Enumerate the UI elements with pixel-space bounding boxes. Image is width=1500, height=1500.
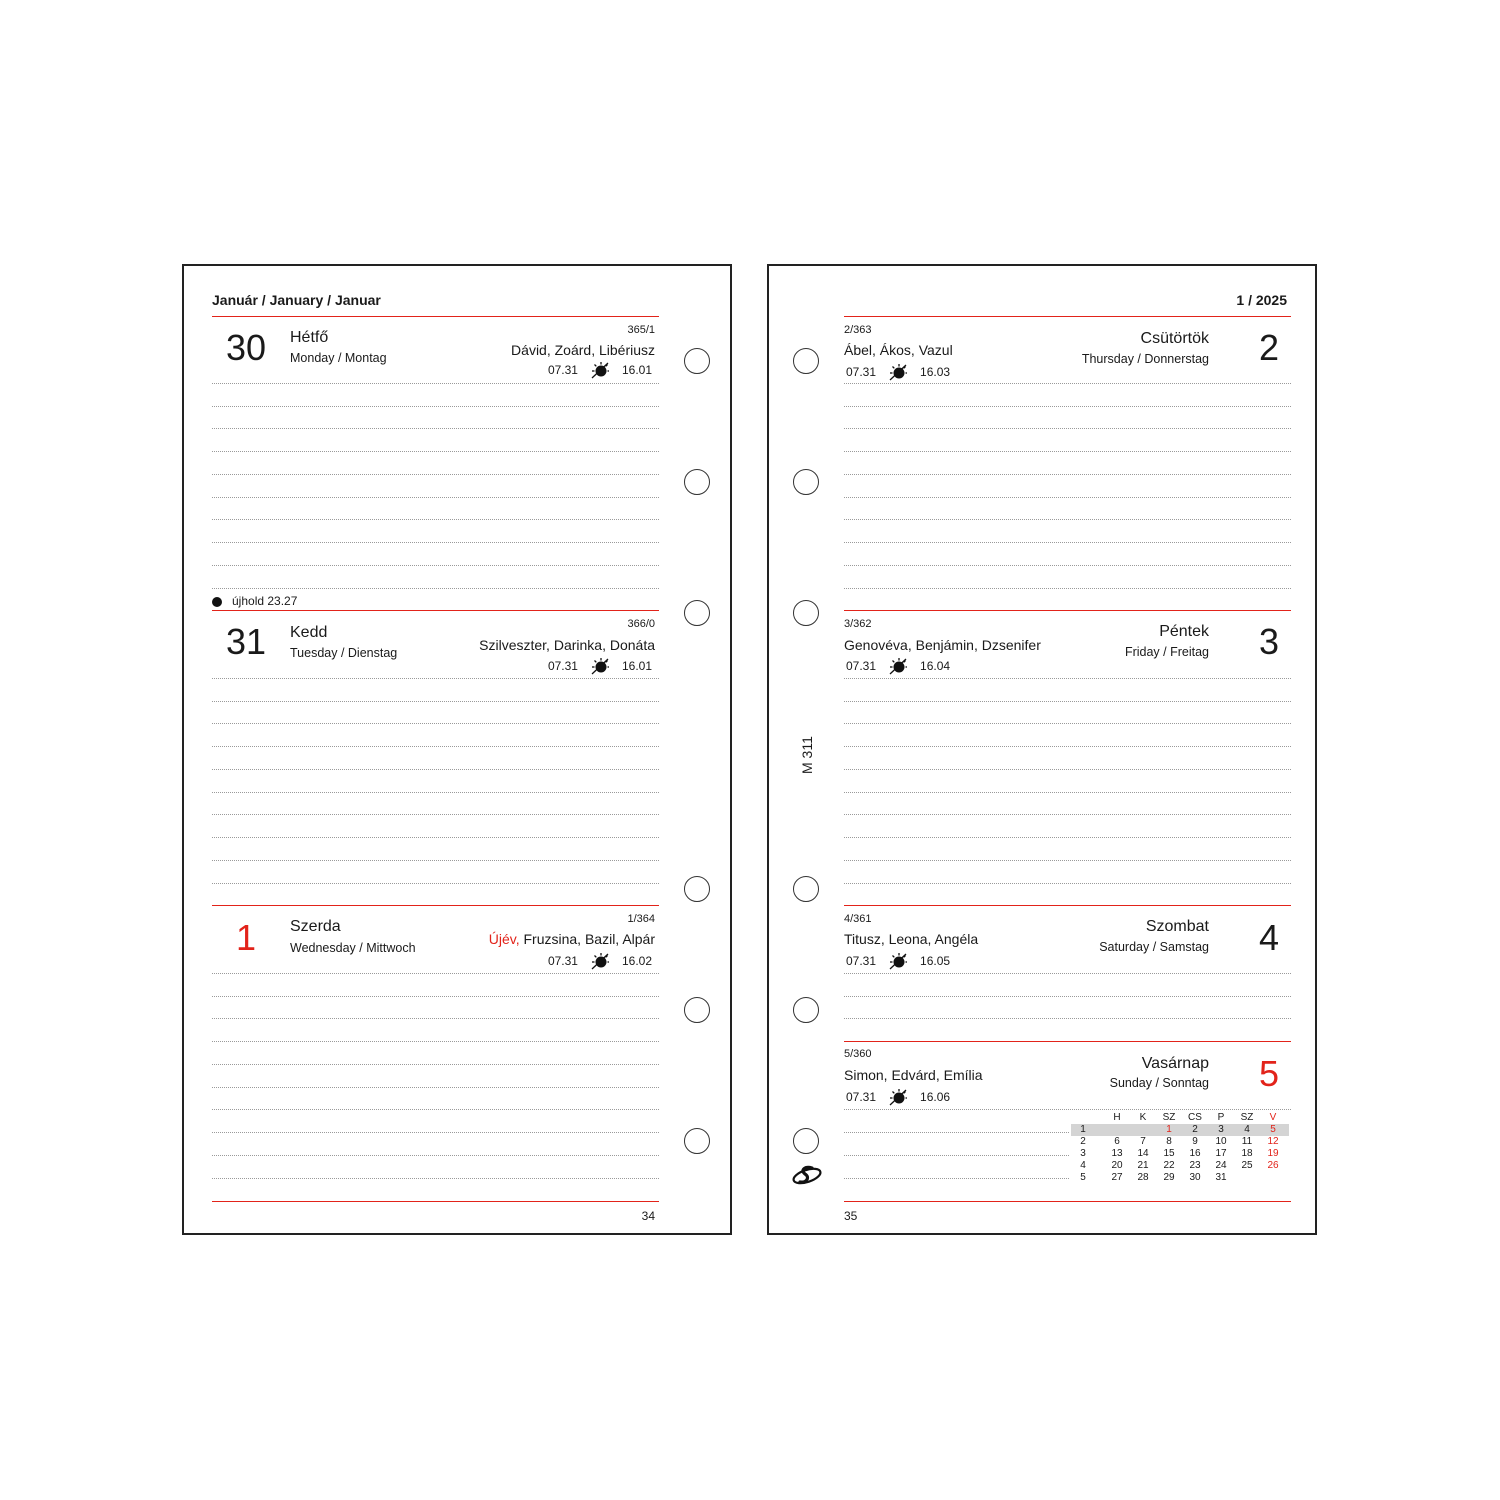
- calendar-day: 10: [1215, 1136, 1227, 1147]
- day-of-year: 5/360: [844, 1048, 872, 1060]
- day-of-year: 366/0: [627, 618, 655, 630]
- calendar-day: 25: [1241, 1160, 1253, 1171]
- binder-hole: [793, 997, 819, 1023]
- sunset-time: 16.03: [920, 365, 951, 379]
- day-name: Szerda: [290, 918, 341, 935]
- sun-icon: [590, 360, 610, 380]
- binder-hole: [684, 600, 710, 626]
- calendar-day: 4: [1244, 1124, 1250, 1135]
- calendar-day: 3: [1218, 1124, 1224, 1135]
- sun-icon: [888, 656, 908, 676]
- binder-hole: [684, 1128, 710, 1154]
- calendar-day: 22: [1163, 1160, 1175, 1171]
- sun-times: [846, 1087, 950, 1107]
- name-days: Simon, Edvárd, Emília: [844, 1067, 983, 1083]
- week-number: 5: [1080, 1172, 1086, 1183]
- calendar-day: 5: [1270, 1124, 1276, 1135]
- name-days: Dávid, Zoárd, Libériusz: [511, 342, 655, 358]
- mini-month-calendar: [1071, 1112, 1291, 1184]
- page-number: 34: [641, 1209, 655, 1223]
- calendar-day: 17: [1215, 1148, 1227, 1159]
- sunrise-time: 07.31: [547, 659, 578, 673]
- sun-times: [548, 360, 652, 380]
- day-name: Szombat: [1145, 918, 1209, 935]
- sunrise-time: 07.31: [846, 659, 877, 673]
- calendar-day: 30: [1189, 1172, 1201, 1183]
- mini-calendar-header: [1071, 1112, 1291, 1124]
- day-name-translation: Friday / Freitag: [1124, 645, 1209, 659]
- binder-hole: [684, 348, 710, 374]
- calendar-day: 27: [1111, 1172, 1123, 1183]
- day-name: Hétfő: [290, 329, 329, 346]
- day-name: Csütörtök: [1140, 330, 1209, 347]
- new-moon-icon: [212, 597, 222, 607]
- name-days: [489, 931, 655, 947]
- publisher-logo-icon: [791, 1163, 823, 1189]
- name-days: Ábel, Ákos, Vazul: [844, 342, 953, 358]
- sun-times: [548, 656, 652, 676]
- sun-icon: [888, 362, 908, 382]
- sun-times: [548, 951, 652, 971]
- sunset-time: 16.05: [920, 954, 951, 968]
- name-days: Genovéva, Benjámin, Dzsenifer: [844, 637, 1041, 653]
- moon-phase: [212, 594, 297, 608]
- calendar-day: 1: [1166, 1124, 1172, 1135]
- calendar-day: 6: [1114, 1136, 1120, 1147]
- day-separator: [212, 905, 659, 906]
- sun-icon: [888, 1087, 908, 1107]
- binder-hole: [793, 1128, 819, 1154]
- binder-hole: [793, 876, 819, 902]
- day-name-translation: Saturday / Samstag: [1099, 940, 1209, 954]
- day-number: 1: [236, 917, 257, 958]
- week-number: 4: [1080, 1160, 1086, 1171]
- holiday-label: Újév,: [488, 931, 520, 947]
- product-code: M 311: [799, 736, 815, 774]
- calendar-day: 23: [1189, 1160, 1201, 1171]
- day-name-translation: Tuesday / Dienstag: [290, 646, 398, 660]
- calendar-day: 15: [1163, 1148, 1175, 1159]
- calendar-day: 11: [1241, 1136, 1253, 1147]
- weekday-header: K: [1139, 1112, 1147, 1123]
- sunrise-time: 07.31: [846, 954, 877, 968]
- calendar-day: 13: [1111, 1148, 1123, 1159]
- sun-icon: [590, 656, 610, 676]
- day-name-translation: Wednesday / Mittwoch: [290, 941, 416, 955]
- day-separator: [844, 316, 1291, 317]
- sun-icon: [888, 951, 908, 971]
- day-separator: [844, 1041, 1291, 1042]
- sunrise-time: 07.31: [547, 954, 578, 968]
- day-of-year: 1/364: [627, 913, 655, 925]
- weekday-header: V: [1269, 1112, 1277, 1123]
- day-number: 3: [1258, 621, 1279, 662]
- calendar-day: 18: [1241, 1148, 1253, 1159]
- calendar-day: 31: [1215, 1172, 1227, 1183]
- sunset-time: 16.04: [920, 659, 951, 673]
- name-days-list: Fruzsina, Bazil, Alpár: [523, 931, 655, 947]
- calendar-day: 21: [1137, 1160, 1149, 1171]
- binder-hole: [684, 876, 710, 902]
- calendar-day: 9: [1192, 1136, 1198, 1147]
- day-separator: [844, 905, 1291, 906]
- left-planner-page: [182, 264, 732, 1235]
- day-name: Kedd: [290, 624, 328, 641]
- calendar-day: 29: [1163, 1172, 1175, 1183]
- name-days: Szilveszter, Darinka, Donáta: [479, 637, 655, 653]
- binder-hole: [684, 469, 710, 495]
- day-separator: [212, 610, 659, 611]
- sunset-time: 16.01: [621, 363, 652, 377]
- moon-phase-label: újhold 23.27: [232, 594, 298, 608]
- sunset-time: 16.06: [920, 1090, 951, 1104]
- calendar-day: 16: [1189, 1148, 1201, 1159]
- day-number: 30: [226, 327, 267, 368]
- weekday-header: SZ: [1240, 1112, 1254, 1123]
- calendar-day: 7: [1140, 1136, 1146, 1147]
- weekday-header: CS: [1188, 1112, 1202, 1123]
- day-of-year: 365/1: [627, 324, 655, 336]
- day-number: 31: [226, 621, 267, 662]
- day-number: 5: [1258, 1053, 1279, 1094]
- weekday-header: P: [1217, 1112, 1225, 1123]
- name-days: Titusz, Leona, Angéla: [844, 931, 979, 947]
- week-number: 1: [1080, 1124, 1086, 1135]
- day-number: 2: [1258, 327, 1279, 368]
- week-number: 3: [1080, 1148, 1086, 1159]
- month-header: Január / January / Januar: [212, 292, 381, 308]
- day-name-translation: Thursday / Donnerstag: [1081, 352, 1209, 366]
- calendar-day: 26: [1267, 1160, 1279, 1171]
- sun-times: [846, 656, 950, 676]
- sun-icon: [590, 951, 610, 971]
- mini-calendar-week: [1071, 1124, 1291, 1136]
- sunrise-time: 07.31: [846, 1090, 877, 1104]
- sunset-time: 16.01: [621, 659, 652, 673]
- week-number: 2: [1080, 1136, 1086, 1147]
- page-bottom-line: [844, 1201, 1291, 1202]
- binder-hole: [793, 469, 819, 495]
- calendar-day: 20: [1111, 1160, 1123, 1171]
- day-separator: [844, 610, 1291, 611]
- mini-calendar-week: [1071, 1172, 1291, 1184]
- sun-times: [846, 951, 950, 971]
- weekday-header: H: [1113, 1112, 1121, 1123]
- calendar-day: 24: [1215, 1160, 1227, 1171]
- day-name-translation: Monday / Montag: [290, 351, 387, 365]
- right-planner-page: [767, 264, 1317, 1235]
- calendar-day: 19: [1267, 1148, 1279, 1159]
- calendar-day: 2: [1192, 1124, 1198, 1135]
- binder-hole: [684, 997, 710, 1023]
- weekday-header: SZ: [1162, 1112, 1176, 1123]
- day-number: 4: [1258, 917, 1279, 958]
- day-of-year: 4/361: [844, 913, 872, 925]
- mini-calendar-week: [1071, 1136, 1291, 1148]
- day-name: Péntek: [1159, 623, 1209, 640]
- sunrise-time: 07.31: [846, 365, 877, 379]
- day-of-year: 3/362: [844, 618, 872, 630]
- page-bottom-line: [212, 1201, 659, 1202]
- binder-hole: [793, 600, 819, 626]
- calendar-day: 14: [1137, 1148, 1149, 1159]
- sun-times: [846, 362, 950, 382]
- page-number: 35: [844, 1209, 858, 1223]
- mini-calendar-week: [1071, 1148, 1291, 1160]
- day-name-translation: Sunday / Sonntag: [1109, 1076, 1209, 1090]
- calendar-day: 12: [1267, 1136, 1279, 1147]
- day-name: Vasárnap: [1141, 1055, 1209, 1072]
- month-year-header: 1 / 2025: [1236, 292, 1287, 308]
- calendar-day: 8: [1166, 1136, 1172, 1147]
- sunset-time: 16.02: [621, 954, 652, 968]
- binder-hole: [793, 348, 819, 374]
- mini-calendar-week: [1071, 1160, 1291, 1172]
- day-separator: [212, 316, 659, 317]
- sunrise-time: 07.31: [547, 363, 578, 377]
- calendar-day: 28: [1137, 1172, 1149, 1183]
- day-of-year: 2/363: [844, 324, 872, 336]
